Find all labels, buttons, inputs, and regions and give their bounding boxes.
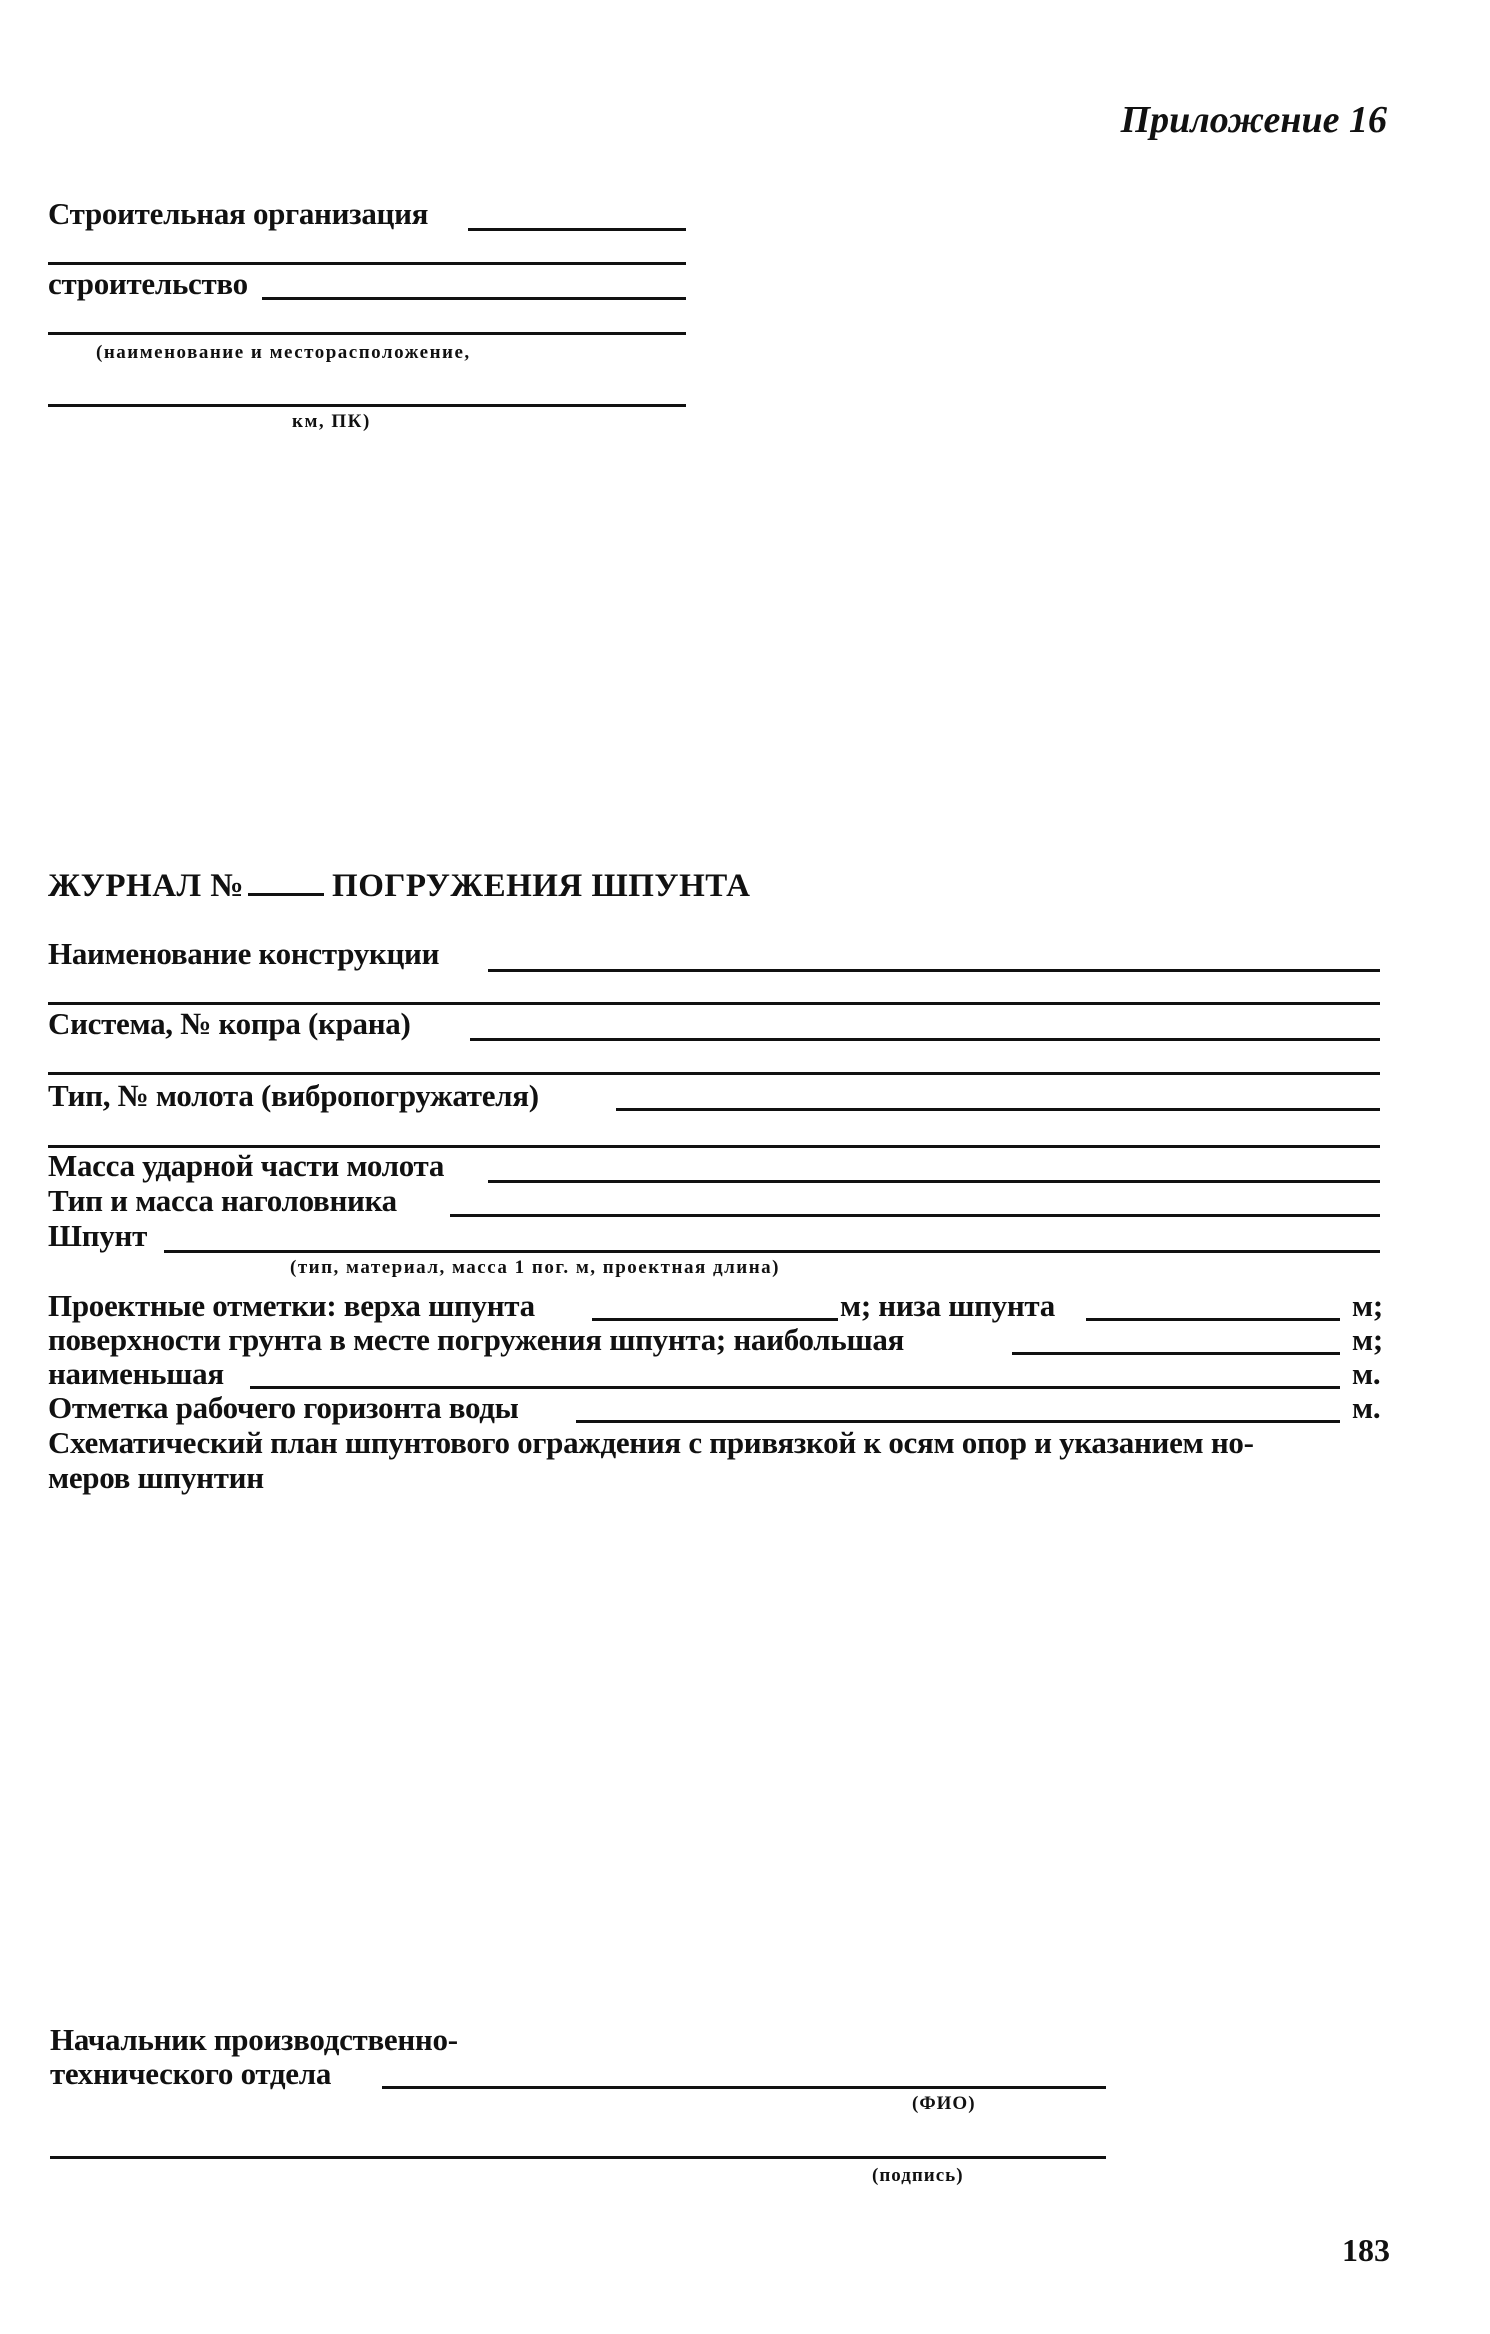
bottom-mark-line[interactable] — [1086, 1318, 1340, 1321]
pile-driver-line[interactable] — [470, 1038, 1380, 1041]
hammer-type-line[interactable] — [616, 1108, 1380, 1111]
schematic-label-line2: меров шпунтин — [48, 1460, 264, 1495]
location-field-line[interactable] — [48, 404, 686, 407]
appendix-label: Приложение 16 — [1120, 99, 1387, 141]
unit-m-3: м. — [1352, 1356, 1381, 1391]
sheet-pile-label: Шпунт — [48, 1218, 147, 1253]
construction-field-line-2[interactable] — [48, 332, 686, 335]
unit-m-4: м. — [1352, 1390, 1381, 1425]
journal-title — [48, 868, 751, 905]
hammer-mass-line[interactable] — [488, 1180, 1380, 1183]
ground-surface-label: поверхности грунта в месте погружения шпунта; наибольшая — [48, 1322, 904, 1357]
top-mark-line[interactable] — [592, 1318, 838, 1321]
position-label-line1: Начальник производственно- — [50, 2022, 458, 2057]
page-number: 183 — [1342, 2232, 1390, 2268]
org-field-line[interactable] — [468, 228, 686, 231]
signature-caption: (подпись) — [872, 2165, 964, 2186]
bottom-mark-label: м; низа шпунта — [840, 1288, 1055, 1323]
construction-field-line[interactable] — [262, 297, 686, 300]
construction-name-line[interactable] — [488, 969, 1380, 972]
water-level-label: Отметка рабочего горизонта воды — [48, 1390, 519, 1425]
construction-label: строительство — [48, 266, 248, 301]
journal-title-prefix: ЖУРНАЛ № — [48, 868, 245, 904]
name-caption: (ФИО) — [912, 2093, 976, 2114]
signature-line[interactable] — [50, 2156, 1106, 2159]
journal-title-suffix: ПОГРУЖЕНИЯ ШПУНТА — [332, 868, 751, 904]
org-label: Строительная организация — [48, 196, 429, 231]
pile-driver-label: Система, № копра (крана) — [48, 1006, 411, 1041]
water-level-line[interactable] — [576, 1420, 1340, 1423]
location-caption: км, ПК) — [292, 411, 371, 432]
position-label-line2: технического отдела — [50, 2056, 332, 2091]
cap-line[interactable] — [450, 1214, 1380, 1217]
ground-largest-line[interactable] — [1012, 1352, 1340, 1355]
unit-m-1: м; — [1352, 1288, 1383, 1323]
smallest-label: наименьшая — [48, 1356, 224, 1391]
org-field-line-2[interactable] — [48, 262, 686, 265]
construction-name-label: Наименование конструкции — [48, 936, 440, 971]
construction-name-line-2[interactable] — [48, 1002, 1380, 1005]
sheet-pile-caption: (тип, материал, масса 1 пог. м, проектная длина) — [290, 1257, 780, 1278]
pile-driver-line-2[interactable] — [48, 1072, 1380, 1075]
schematic-label-line1: Схематический план шпунтового ограждения с привязкой к осям опор и указанием но- — [48, 1425, 1254, 1460]
hammer-mass-label: Масса ударной части молота — [48, 1148, 445, 1183]
design-marks-label: Проектные отметки: верха шпунта — [48, 1288, 535, 1323]
construction-caption: (наименование и месторасположение, — [96, 342, 471, 363]
journal-number-blank[interactable] — [248, 893, 324, 896]
ground-smallest-line[interactable] — [250, 1386, 1340, 1389]
name-line[interactable] — [382, 2086, 1106, 2089]
unit-m-2: м; — [1352, 1322, 1383, 1357]
cap-label: Тип и масса наголовника — [48, 1183, 397, 1218]
sheet-pile-line[interactable] — [164, 1250, 1380, 1253]
hammer-type-label: Тип, № молота (вибропогружателя) — [48, 1078, 539, 1113]
